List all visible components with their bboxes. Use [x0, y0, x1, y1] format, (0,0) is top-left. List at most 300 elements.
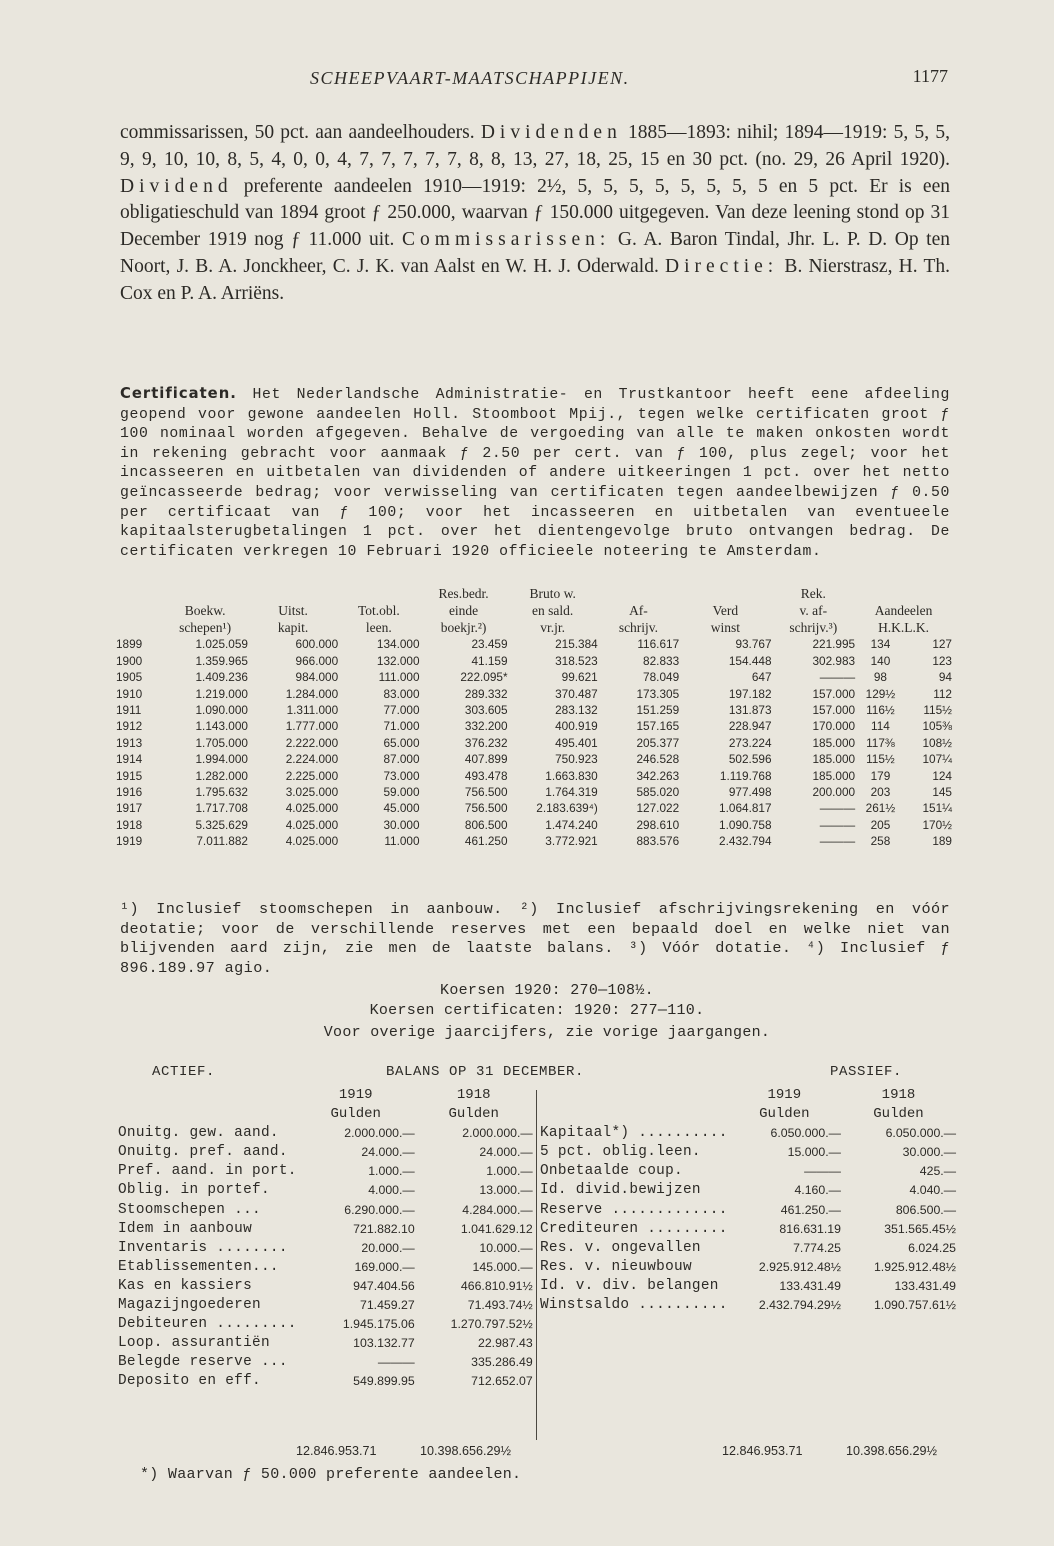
actief-row [118, 1277, 533, 1296]
stats-value-cell: 4.025.000 [285, 834, 339, 849]
actief-year-1: 1918 [456, 1087, 491, 1103]
stats-year-row [116, 718, 952, 734]
stats-value-cell: 173.305 [636, 686, 680, 701]
stats-value-cell: 112 [933, 686, 952, 701]
stats-value-cell: 258 [870, 834, 891, 849]
stats-year-cell: 1914 [116, 752, 143, 767]
stats-value-cell: 332.200 [464, 719, 508, 734]
stats-value-cell: 1.090.000 [195, 703, 248, 718]
actief-item-value: 24.000.— [479, 1145, 533, 1160]
actief-item-label: Inventaris ........ [118, 1239, 288, 1256]
stats-header-cell [679, 586, 771, 603]
stats-value-cell: 115½ [923, 703, 952, 718]
stats-value-cell: 157.165 [636, 719, 680, 734]
actief-label: ACTIEF. [152, 1064, 216, 1080]
stats-header-cell: schepen¹) [179, 619, 232, 635]
passief-item-label: Crediteuren ......... [540, 1220, 728, 1237]
stats-header-cell: Aandeelen [874, 602, 933, 618]
stats-header-cell [855, 586, 952, 603]
stats-value-cell: 134 [870, 637, 891, 652]
stats-header-cell: schrijv. [618, 619, 659, 635]
actief-row [118, 1296, 533, 1315]
stats-value-cell: 1.994.000 [195, 752, 248, 767]
passief-item-label: Res. v. ongevallen [540, 1239, 701, 1256]
running-title: SCHEEPVAART-MAATSCHAPPIJEN. [310, 68, 630, 88]
passief-item-value: 816.631.19 [779, 1221, 841, 1236]
passief-item-value: 133.431.49 [779, 1278, 841, 1293]
actief-row [118, 1239, 533, 1258]
dividend-keyword: Dividend [120, 175, 233, 197]
passief-item-label: Winstsaldo .......... [540, 1297, 728, 1314]
stats-value-cell: 461.250 [464, 834, 508, 849]
actief-currency-cell: Gulden [330, 1106, 381, 1123]
balance-title: BALANS OP 31 DECEMBER. [386, 1064, 585, 1080]
stats-value-cell: 303.605 [464, 703, 508, 718]
stats-value-cell: 114 [871, 719, 890, 734]
stats-value-cell: 107¼ [922, 752, 952, 767]
passief-item-value: 7.774.25 [793, 1240, 841, 1255]
stats-value-cell: 140 [870, 653, 891, 668]
stats-value-cell: 189 [932, 834, 952, 849]
actief-item-value: 22.987.43 [478, 1336, 533, 1351]
passief-item-label: Kapitaal*) .......... [540, 1125, 728, 1142]
page-number: 1177 [912, 66, 948, 86]
stats-header-cell [116, 603, 162, 620]
stats-value-cell: 1.284.000 [285, 686, 339, 701]
stats-value-cell: 1.090.758 [719, 817, 772, 832]
stats-value-cell: 1.717.708 [195, 801, 248, 816]
passief-item-value: 425.— [919, 1164, 956, 1179]
stats-header-cell [116, 586, 162, 603]
actief-item-value: 335.286.49 [471, 1355, 533, 1370]
stats-value-cell: 1.025.059 [195, 637, 248, 652]
actief-item-value: 2.000.000.— [344, 1126, 415, 1141]
stats-value-cell: 94 [938, 670, 952, 685]
passief-label: PASSIEF. [830, 1064, 903, 1080]
stats-value-cell: 370.487 [555, 686, 598, 701]
stats-value-cell: 750.923 [555, 752, 598, 767]
stats-year-row [116, 686, 952, 702]
stats-value-cell: 647 [751, 670, 772, 685]
actief-total-1919: 12.846.953.71 [296, 1444, 377, 1458]
stats-value-cell: 123 [932, 653, 952, 668]
stats-year-cell: 1900 [116, 653, 143, 668]
stats-value-cell: 65.000 [383, 735, 420, 750]
actief-item-value: 10.000.— [479, 1240, 533, 1255]
actief-row [118, 1372, 533, 1391]
passief-item-value: 461.250.— [780, 1202, 841, 1217]
stats-header-cell: Verd [712, 602, 739, 618]
passief-item-value: 351.565.45½ [884, 1221, 956, 1236]
passief-item-value: 4.160.— [794, 1183, 841, 1198]
stats-value-cell: 203 [870, 785, 891, 800]
passief-item-label: Reserve ............. [540, 1201, 728, 1218]
stats-value-cell: 1.795.632 [195, 785, 248, 800]
stats-value-cell: 5.325.629 [195, 817, 248, 832]
stats-year-cell: 1905 [116, 670, 143, 685]
actief-column [118, 1086, 533, 1392]
actief-year-row [118, 1086, 533, 1105]
stats-value-cell: 98 [873, 670, 887, 685]
stats-year-row [116, 702, 952, 718]
stats-value-cell: 3.772.921 [545, 834, 598, 849]
stats-value-cell: 131.873 [728, 703, 772, 718]
stats-value-cell: 2.222.000 [285, 735, 339, 750]
dividenden-keyword: Dividenden [480, 122, 622, 143]
actief-total-1918: 10.398.656.29½ [420, 1444, 512, 1458]
stats-value-cell: 83.000 [383, 686, 420, 701]
stats-value-cell: 1.311.000 [286, 703, 339, 718]
actief-row [118, 1220, 533, 1239]
stats-value-cell: 4.025.000 [285, 817, 339, 832]
stats-value-cell: 170.000 [812, 719, 856, 734]
intro-text-1: commissarissen, 50 pct. aan aandeelhouders. [120, 122, 481, 143]
passief-row [540, 1201, 956, 1220]
stats-value-cell: 124 [932, 768, 952, 783]
stats-year-cell: 1910 [116, 686, 143, 701]
passief-item-value: 1.090.757.61½ [873, 1298, 956, 1313]
actief-item-value: 1.000.— [368, 1164, 415, 1179]
stats-value-cell: 127 [932, 637, 952, 652]
passief-row [540, 1258, 956, 1277]
stats-value-cell: 93.767 [735, 637, 772, 652]
stats-value-cell: 71.000 [383, 719, 420, 734]
stats-value-cell: 407.899 [464, 752, 508, 767]
stats-value-cell: 127.022 [636, 801, 680, 816]
actief-item-value: 1.000.— [486, 1164, 533, 1179]
passief-item-label: Res. v. nieuwbouw [540, 1258, 692, 1275]
stats-value-cell: 77.000 [383, 703, 420, 718]
actief-row [118, 1334, 533, 1353]
actief-item-label: Pref. aand. in port. [118, 1163, 297, 1180]
passief-total-1919: 12.846.953.71 [722, 1444, 803, 1458]
stats-value-cell: ——— [819, 834, 856, 849]
stats-value-cell: 115½ [866, 752, 895, 767]
passief-item-value: 15.000.— [787, 1145, 841, 1160]
actief-item-value: 4.284.000.— [462, 1202, 533, 1217]
certificaten-text: Het Nederlandsche Administratie- en Trustkantoor heeft eene afdeeling geopend voor gewone aandeelen Holl. Stoomboot Mpij., tegen welke certificaten groot ƒ 100 nominaal worden afgegeven. Behalve de vergoeding van alle te maken onkosten wordt in rekening gebracht voor aanmaak ƒ 2.50 per cert. van ƒ 100, plus zegel; voor het incasseeren en uitbetalen van dividenden of andere uitkeeringen 1 pct. over het netto geïncasseerde bedrag; voor verwisseling van certificaten tegen aandeelbewijzen ƒ 0.50 per certificaat van ƒ 100; voor het incasseeren en uitbetalen van eventueele kapitaalsterugbetalingen 1 pct. over het dientengevolge bruto ontvangen bedrag. De certificaten verkregen 10 Februari 1920 officieele noteering te Amsterdam. [120, 387, 950, 560]
stats-header-cell: einde [448, 602, 479, 618]
stats-value-cell: 7.011.882 [196, 834, 248, 849]
stats-value-cell: 99.621 [561, 670, 598, 685]
yearly-figures-table [116, 586, 956, 850]
stats-value-cell: ——— [819, 817, 856, 832]
certificaten-heading: Certificaten. [120, 385, 237, 402]
stats-header-cell [338, 586, 419, 603]
passief-item-value: 6.050.000.— [770, 1126, 841, 1141]
stats-value-cell: 342.263 [636, 768, 680, 783]
stats-value-cell: 318.523 [555, 653, 598, 668]
actief-blank-cell [118, 1086, 297, 1105]
stats-value-cell: 157.000 [812, 703, 856, 718]
stats-value-cell: 105⅜ [922, 719, 952, 734]
actief-row [118, 1181, 533, 1200]
stats-value-cell: 1.409.236 [195, 670, 248, 685]
actief-table [118, 1086, 533, 1392]
stats-year-cell: 1919 [116, 834, 143, 849]
stats-year-cell: 1916 [116, 785, 143, 800]
stats-header-cell: winst [710, 619, 740, 635]
stats-value-cell: 502.596 [728, 752, 772, 767]
actief-row [118, 1353, 533, 1372]
stats-header-cell: kapit. [277, 619, 309, 635]
stats-value-cell: 170½ [922, 817, 952, 832]
stats-header-cell: H.K.L.K. [878, 619, 930, 635]
stats-value-cell: 1.282.000 [195, 768, 248, 783]
passief-column [540, 1086, 956, 1315]
stats-header-cell: schrijv.³) [789, 619, 838, 635]
stats-value-cell: 1.064.817 [719, 801, 772, 816]
passief-row [540, 1181, 956, 1200]
stats-value-cell: 82.833 [643, 653, 680, 668]
actief-item-value: 1.270.797.52½ [450, 1317, 533, 1332]
stats-value-cell: 23.459 [471, 637, 508, 652]
actief-item-value: 71.493.74½ [467, 1298, 533, 1313]
stats-value-cell: 3.025.000 [285, 785, 339, 800]
stats-year-cell: 1917 [116, 801, 143, 816]
stats-value-cell: 215.384 [555, 637, 598, 652]
stats-year-cell: 1912 [116, 719, 143, 734]
balance-footnote: *) Waarvan ƒ 50.000 preferente aandeelen. [140, 1466, 522, 1483]
passief-row [540, 1124, 956, 1143]
stats-year-row [116, 833, 952, 849]
actief-item-label: Stoomschepen ... [118, 1201, 261, 1218]
passief-item-value: 806.500.— [895, 1202, 956, 1217]
stats-value-cell: ——— [819, 801, 856, 816]
stats-header-row [116, 603, 952, 620]
stats-year-cell: 1911 [116, 703, 142, 718]
stats-header-cell: en sald. [532, 602, 574, 618]
stats-value-cell: 273.224 [728, 735, 772, 750]
stats-value-cell: 157.000 [812, 686, 856, 701]
stats-year-row [116, 817, 952, 833]
stats-value-cell: 400.919 [555, 719, 598, 734]
stats-year-cell: 1913 [116, 735, 143, 750]
stats-value-cell: 200.000 [812, 785, 856, 800]
actief-item-label: Belegde reserve ... [118, 1354, 288, 1371]
actief-currency-cell: Gulden [448, 1106, 499, 1123]
actief-item-value: 2.000.000.— [462, 1126, 533, 1141]
stats-value-cell: 222.095* [460, 670, 508, 685]
stats-header-cell: boekjr.²) [440, 619, 487, 635]
actief-item-value: 721.882.10 [353, 1221, 415, 1236]
stats-year-row [116, 784, 952, 800]
passief-blank-cell [540, 1086, 728, 1105]
actief-item-value: 712.652.07 [471, 1374, 533, 1389]
stats-value-cell: 283.132 [555, 703, 598, 718]
actief-item-label: Idem in aanbouw [118, 1220, 253, 1237]
stats-value-cell: 145 [932, 785, 952, 800]
stats-value-cell: 302.983 [812, 653, 856, 668]
stats-value-cell: 4.025.000 [285, 801, 339, 816]
stats-year-cell: 1918 [116, 817, 143, 832]
stats-value-cell: 59.000 [383, 785, 420, 800]
actief-row [118, 1201, 533, 1220]
passief-item-value: 30.000.— [902, 1145, 956, 1160]
passief-item-value: 133.431.49 [894, 1278, 956, 1293]
actief-item-value: ——— [377, 1355, 415, 1370]
stats-value-cell: 111.000 [378, 670, 420, 685]
passief-row [540, 1277, 956, 1296]
page-header [120, 62, 950, 92]
actief-item-value: 6.290.000.— [344, 1202, 415, 1217]
stats-value-cell: ——— [819, 670, 856, 685]
stats-value-cell: 1.764.319 [545, 785, 598, 800]
stats-value-cell: 73.000 [383, 768, 420, 783]
koersen-line: Koersen 1920: 270—108½. [440, 982, 654, 999]
stats-year-row [116, 669, 952, 685]
passief-row [540, 1143, 956, 1162]
stats-header-cell: Tot.obl. [357, 602, 400, 618]
stats-header-cell: Bruto w. [529, 586, 576, 601]
passief-row [540, 1220, 956, 1239]
directie-keyword: Directie: [665, 255, 779, 277]
actief-item-label: Etablissementen... [118, 1258, 279, 1275]
stats-value-cell: 883.576 [636, 834, 680, 849]
stats-header-row [116, 586, 952, 603]
stats-value-cell: 87.000 [383, 752, 420, 767]
stats-year-row [116, 800, 952, 816]
koersen-certificaten-line: Koersen certificaten: 1920: 277—110. [369, 1002, 705, 1019]
stats-value-cell: 132.000 [376, 653, 420, 668]
stats-year-row [116, 768, 952, 784]
actief-item-value: 1.041.629.12 [460, 1221, 533, 1236]
stats-value-cell: 1.359.965 [195, 653, 248, 668]
actief-item-value: 169.000.— [354, 1259, 415, 1274]
stats-value-cell: 2.224.000 [285, 752, 339, 767]
actief-item-label: Oblig. in portef. [118, 1182, 270, 1199]
stats-value-cell: 185.000 [812, 735, 856, 750]
passief-blank-cell [540, 1105, 728, 1124]
stats-value-cell: 1.777.000 [285, 719, 339, 734]
actief-year-0: 1919 [338, 1087, 373, 1103]
actief-item-value: 13.000.— [479, 1183, 533, 1198]
stats-value-cell: 2.432.794 [719, 834, 772, 849]
yearly-figures-grid [116, 586, 952, 850]
actief-row [118, 1143, 533, 1162]
stats-value-cell: 228.947 [728, 719, 772, 734]
stats-value-cell: 1.219.000 [195, 686, 248, 701]
passief-item-value: 2.925.912.48½ [758, 1259, 841, 1274]
stats-year-row [116, 751, 952, 767]
stats-value-cell: 11.000 [384, 834, 420, 849]
passief-row [540, 1162, 956, 1181]
stats-value-cell: 289.332 [464, 686, 508, 701]
stats-value-cell: 179 [870, 768, 891, 783]
table-footnotes: ¹) Inclusief stoomschepen in aanbouw. ²) Inclusief afschrijvingsrekening en vóór deotatie; voor de verschillende reserves met een bepaald doel en welke niet van blijvenden aard zijn, zie men de laatste balans. ³) Vóór dotatie. ⁴) Inclusief ƒ 896.189.97 agio. [120, 900, 950, 977]
actief-row [118, 1258, 533, 1277]
stats-value-cell: 185.000 [812, 752, 856, 767]
actief-item-value: 4.000.— [368, 1183, 415, 1198]
passief-item-value: 2.432.794.29½ [758, 1298, 841, 1313]
passief-currency-cell: Gulden [873, 1106, 924, 1123]
stats-header-row [116, 620, 952, 637]
stats-value-cell: 134.000 [376, 637, 420, 652]
stats-header-cell: vr.jr. [540, 619, 566, 635]
passief-year-1: 1918 [881, 1087, 916, 1103]
company-intro-paragraph [120, 120, 950, 308]
stats-value-cell: 78.049 [643, 670, 680, 685]
stats-value-cell: 984.000 [295, 670, 339, 685]
actief-item-label: Onuitg. gew. aand. [118, 1125, 279, 1142]
stats-value-cell: 495.401 [555, 735, 598, 750]
commissarissen-keyword: Commissarissen: [402, 229, 611, 251]
passief-item-value: ——— [804, 1164, 841, 1179]
actief-item-label: Kas en kassiers [118, 1277, 253, 1294]
intro-text-2: 1885—1893: nihil; 1894—1919: 5, 5, 5, 9, 9, 10, 10, 8, 5, 4, 0, 0, 4, 7, 7, 7, 7, 7, 8, 8, 13, 27, 18, 25, 15 en 30 pct. (no. 29, 26 April 1920). [120, 122, 950, 170]
stats-value-cell: 30.000 [383, 817, 420, 832]
actief-item-value: 947.404.56 [353, 1278, 415, 1293]
stats-value-cell: 1.143.000 [195, 719, 248, 734]
stats-value-cell: 756.500 [464, 801, 508, 816]
stats-year-cell: 1899 [116, 637, 143, 652]
stats-value-cell: 41.159 [471, 653, 508, 668]
actief-item-value: 71.459.27 [360, 1298, 415, 1313]
stats-value-cell: 151¼ [922, 801, 952, 816]
stats-value-cell: 197.182 [728, 686, 772, 701]
stats-year-cell: 1915 [116, 768, 143, 783]
actief-item-value: 549.899.95 [353, 1374, 415, 1389]
stats-value-cell: 585.020 [636, 785, 680, 800]
stats-value-cell: 116.617 [637, 637, 680, 652]
stats-header-cell [598, 586, 679, 603]
stats-header-cell: Af- [629, 602, 648, 618]
stats-value-cell: 246.528 [636, 752, 680, 767]
stats-value-cell: 1.663.830 [545, 768, 598, 783]
stats-value-cell: 2.183.639⁴) [536, 801, 598, 816]
balance-divider [536, 1090, 537, 1440]
passief-total-1918: 10.398.656.29½ [846, 1444, 938, 1458]
stats-year-row [116, 653, 952, 669]
passief-currency-cell: Gulden [759, 1106, 810, 1123]
passief-item-label: Id. v. div. belangen [540, 1277, 719, 1294]
stats-header-cell [162, 586, 248, 603]
actief-item-label: Deposito en eff. [118, 1373, 261, 1390]
actief-item-value: 1.945.175.06 [342, 1317, 415, 1332]
passief-year-0: 1919 [767, 1087, 802, 1103]
actief-row [118, 1315, 533, 1334]
stats-value-cell: 129½ [865, 686, 896, 701]
stats-value-cell: 806.500 [464, 817, 508, 832]
stats-header-cell: Res.bedr. [438, 586, 489, 601]
actief-row [118, 1162, 533, 1181]
stats-value-cell: 1.119.768 [719, 768, 772, 783]
stats-value-cell: 45.000 [383, 801, 420, 816]
stats-value-cell: 1.474.240 [545, 817, 598, 832]
passief-table [540, 1086, 956, 1315]
stats-value-cell: 108½ [922, 735, 952, 750]
actief-item-label: Debiteuren ......... [118, 1316, 297, 1333]
passief-row [540, 1239, 956, 1258]
stats-year-row [116, 735, 952, 751]
actief-item-label: Loop. assurantiën [118, 1335, 270, 1352]
passief-row [540, 1296, 956, 1315]
passief-currency-row [540, 1105, 956, 1124]
intro-text-4: G. A. Baron Tindal, Jhr. L. P. D. Op ten Noort, J. B. A. Jonckheer, C. J. K. van Aalst en W. H. J. Oderwald. [120, 229, 950, 277]
stats-value-cell: 117⅜ [866, 735, 895, 750]
stats-header-cell: Rek. [800, 586, 826, 601]
actief-item-label: Onuitg. pref. aand. [118, 1144, 288, 1161]
stats-value-cell: 493.478 [464, 768, 508, 783]
passief-item-value: 6.050.000.— [885, 1126, 956, 1141]
stats-value-cell: 185.000 [812, 768, 856, 783]
stats-header-cell: v. af- [799, 602, 828, 618]
stats-value-cell: 221.995 [812, 637, 856, 652]
stats-value-cell: 116½ [866, 703, 895, 718]
stats-value-cell: 2.225.000 [285, 768, 339, 783]
actief-item-value: 24.000.— [361, 1145, 415, 1160]
stats-value-cell: 298.610 [636, 817, 680, 832]
